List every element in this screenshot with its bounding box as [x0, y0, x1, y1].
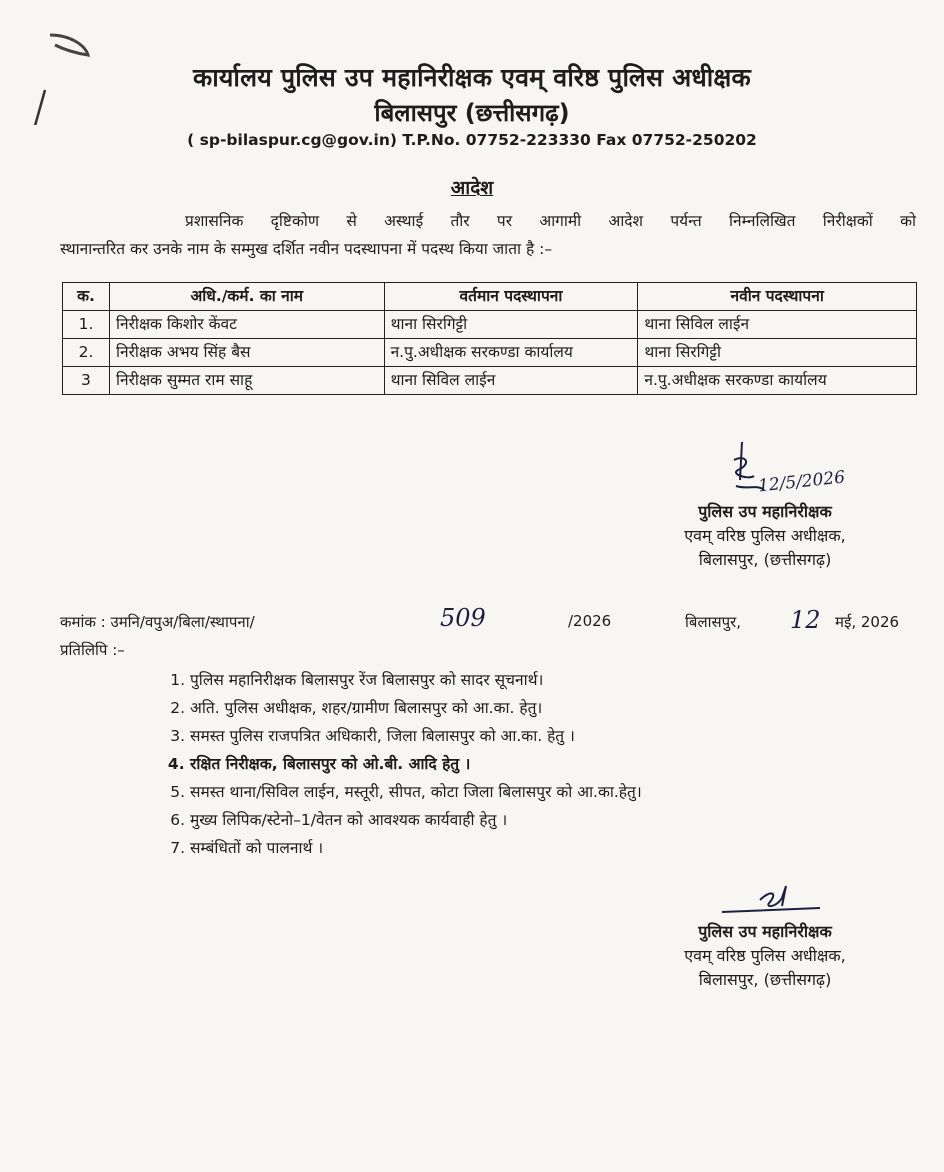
reference-month-year: मई, 2026: [835, 613, 900, 631]
contact-line: ( sp-bilaspur.cg@gov.in) T.P.No. 07752-223330 Fax 07752-250202: [187, 131, 757, 149]
reference-number-handwritten: 509: [440, 604, 486, 632]
signature-date-handwritten: 12/5/2026: [757, 467, 846, 497]
signature-designation: पुलिस उप महानिरीक्षक: [698, 502, 832, 521]
list-item: 3. समस्त पुलिस राजपत्रित अधिकारी, जिला बिलासपुर को आ.का. हेतु ।: [190, 722, 642, 750]
row-serial: 1.: [63, 311, 110, 339]
transfer-table: [62, 282, 917, 395]
signature-designation-2: एवम् वरिष्ठ पुलिस अधीक्षक,: [684, 946, 846, 965]
table-row: [63, 311, 917, 339]
office-title: कार्यालय पुलिस उप महानिरीक्षक एवम् वरिष्ठ पुलिस अधीक्षक: [193, 63, 751, 92]
list-item: 5. समस्त थाना/सिविल लाईन, मस्तूरी, सीपत, कोटा जिला बिलासपुर को आ.का.हेतु।: [190, 778, 642, 806]
copy-list: [168, 666, 642, 862]
signature-block-2: [630, 920, 900, 992]
table-row: [63, 367, 917, 395]
office-location: बिलासपुर (छत्तीसगढ़): [374, 99, 570, 127]
order-title: आदेश: [450, 177, 494, 199]
list-item: 1. पुलिस महानिरीक्षक बिलासपुर रेंज बिलासपुर को सादर सूचनार्थ।: [190, 666, 642, 694]
row-new-posting: थाना सिरगिट्टी: [638, 339, 917, 367]
list-item: 7. सम्बंधितों को पालनार्थ ।: [190, 834, 642, 862]
signature-location: बिलासपुर, (छत्तीसगढ़): [698, 550, 832, 569]
row-new-posting: थाना सिविल लाईन: [638, 311, 917, 339]
header-name: अधि./कर्म. का नाम: [109, 283, 384, 311]
signature-designation: पुलिस उप महानिरीक्षक: [698, 922, 832, 941]
table-header-row: [63, 283, 917, 311]
row-current-posting: न.पु.अधीक्षक सरकण्डा कार्यालय: [384, 339, 638, 367]
signature-block-1: [630, 500, 900, 572]
list-item: 6. मुख्य लिपिक/स्टेनो–1/वेतन को आवश्यक कार्यवाही हेतु ।: [190, 806, 642, 834]
reference-prefix: कमांक : उमनि/वपुअ/बिला/स्थापना/: [60, 613, 255, 631]
row-current-posting: थाना सिरगिट्टी: [384, 311, 638, 339]
list-item: 2. अति. पुलिस अधीक्षक, शहर/ग्रामीण बिलासपुर को आ.का. हेतु।: [190, 694, 642, 722]
signature-designation-2: एवम् वरिष्ठ पुलिस अधीक्षक,: [684, 526, 846, 545]
signature-location: बिलासपुर, (छत्तीसगढ़): [698, 970, 832, 989]
copy-to-label: प्रतिलिपि :–: [60, 641, 125, 659]
row-new-posting: न.पु.अधीक्षक सरकण्डा कार्यालय: [638, 367, 917, 395]
row-name: निरीक्षक अभय सिंह बैस: [109, 339, 384, 367]
row-current-posting: थाना सिविल लाईन: [384, 367, 638, 395]
order-paragraph-line1: प्रशासनिक दृष्टिकोण से अस्थाई तौर पर आगामी आदेश पर्यन्त निम्नलिखित निरीक्षकों को: [185, 212, 916, 230]
signature-scribble: [720, 878, 830, 918]
reference-year: /2026: [568, 612, 612, 630]
table-row: [63, 339, 917, 367]
header-new-posting: नवीन पदस्थापना: [638, 283, 917, 311]
header-current-posting: वर्तमान पदस्थापना: [384, 283, 638, 311]
row-serial: 2.: [63, 339, 110, 367]
row-name: निरीक्षक किशोर केंवट: [109, 311, 384, 339]
row-serial: 3: [63, 367, 110, 395]
header-serial: क.: [63, 283, 110, 311]
row-name: निरीक्षक सुम्मत राम साहू: [109, 367, 384, 395]
reference-place: बिलासपुर,: [685, 613, 742, 631]
reference-day-handwritten: 12: [790, 606, 821, 634]
order-paragraph-line2: स्थानान्तरित कर उनके नाम के सम्मुख दर्शित नवीन पदस्थापना में पदस्थ किया जाता है :–: [60, 240, 553, 258]
list-item: 4. रक्षित निरीक्षक, बिलासपुर को ओ.बी. आदि हेतु ।: [190, 750, 642, 778]
